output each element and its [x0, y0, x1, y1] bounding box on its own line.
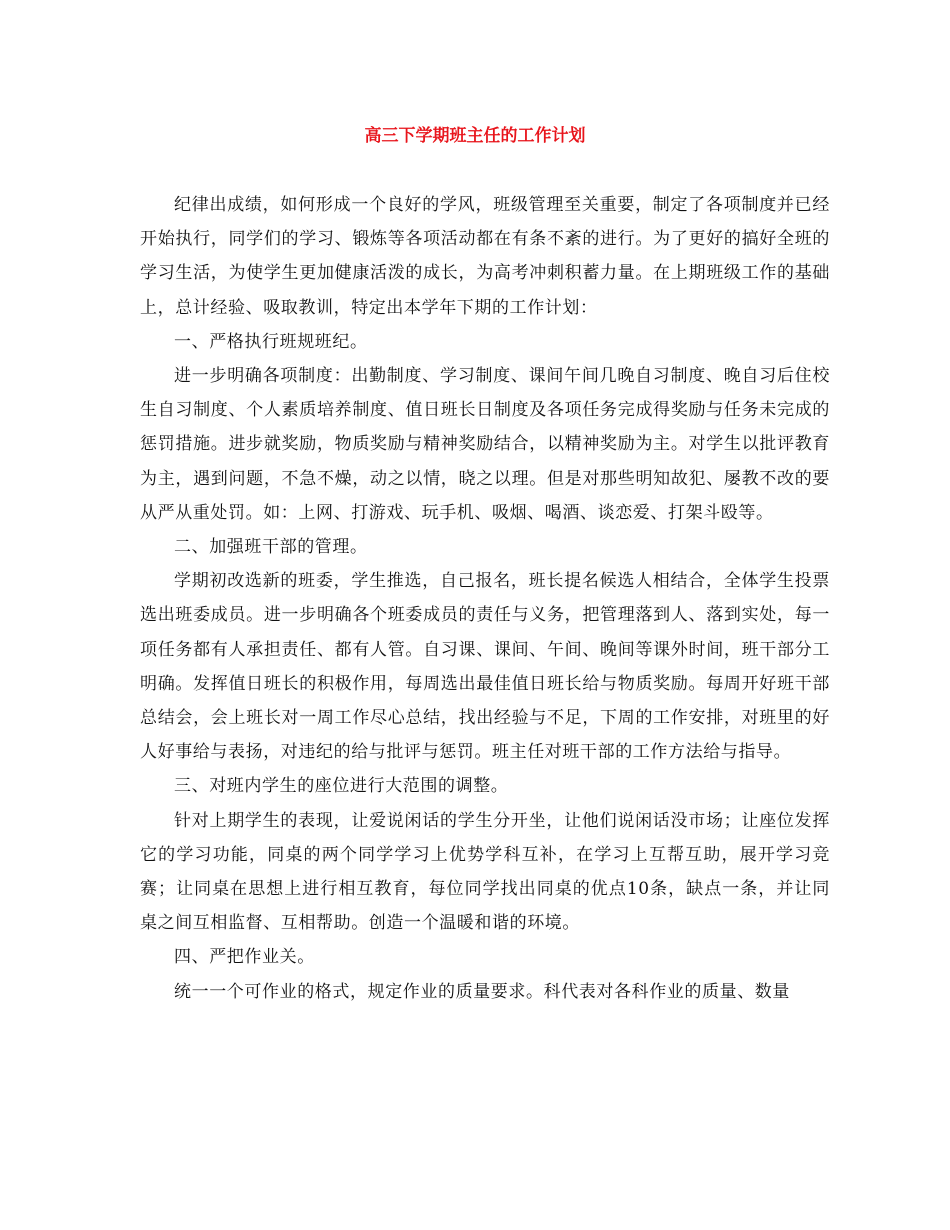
paragraph-section-4: 统一一个可作业的格式，规定作业的质量要求。科代表对各科作业的质量、数量	[174, 981, 790, 1002]
paragraph-section-3: 针对上期学生的表现，让爱说闲话的学生分开坐，让他们说闲话没市场；让座位发挥它的学习功能，同桌的两个同学学习上优势学科互补，在学习上互帮互助，展开学习竞赛；让同桌在思想上进行相互教育，每位同学找出同桌的优点10条，缺点一条，并让同桌之间互相监督、互相帮助。创造一个温暖和谐的环境。	[140, 810, 830, 934]
section-heading-1: 一、严格执行班规班纪。	[174, 331, 368, 352]
paragraph-section-1: 进一步明确各项制度：出勤制度、学习制度、课间午间几晚自习制度、晚自习后住校生自习制度、个人素质培养制度、值日班长日制度及各项任务完成得奖励与任务未完成的惩罚措施。进步就奖励，物质奖励与精神奖励结合，以精神奖励为主。对学生以批评教育为主，遇到问题，不急不燥，动之以情，晓之以理。但是对那些明知故犯、屡教不改的要从严从重处罚。如：上网、打游戏、玩手机、吸烟、喝酒、谈恋爱、打架斗殴等。	[140, 366, 830, 523]
document-title: 高三下学期班主任的工作计划	[364, 126, 586, 146]
document-body	[140, 188, 830, 1009]
paragraph-section-2: 学期初改选新的班委，学生推选，自己报名，班长提名候选人相结合，全体学生投票选出班委成员。进一步明确各个班委成员的责任与义务，把管理落到人、落到实处，每一项任务都有人承担责任、都有人管。自习课、课间、午间、晚间等课外时间，班干部分工明确。发挥值日班长的积极作用，每周选出最佳值日班长给与物质奖励。每周开好班干部总结会，会上班长对一周工作尽心总结，找出经验与不足，下周的工作安排，对班里的好人好事给与表扬，对违纪的给与批评与惩罚。班主任对班干部的工作方法给与指导。	[140, 571, 830, 763]
paragraph-intro: 纪律出成绩，如何形成一个良好的学风，班级管理至关重要，制定了各项制度并已经开始执行，同学们的学习、锻炼等各项活动都在有条不紊的进行。为了更好的搞好全班的学习生活，为使学生更加健康活泼的成长，为高考冲刺积蓄力量。在上期班级工作的基础上，总计经验、吸取教训，特定出本学年下期的工作计划：	[140, 195, 830, 318]
section-heading-2: 二、加强班干部的管理。	[174, 537, 368, 558]
section-heading-4: 四、严把作业关。	[174, 947, 315, 968]
section-heading-3: 三、对班内学生的座位进行大范围的调整。	[174, 776, 509, 797]
